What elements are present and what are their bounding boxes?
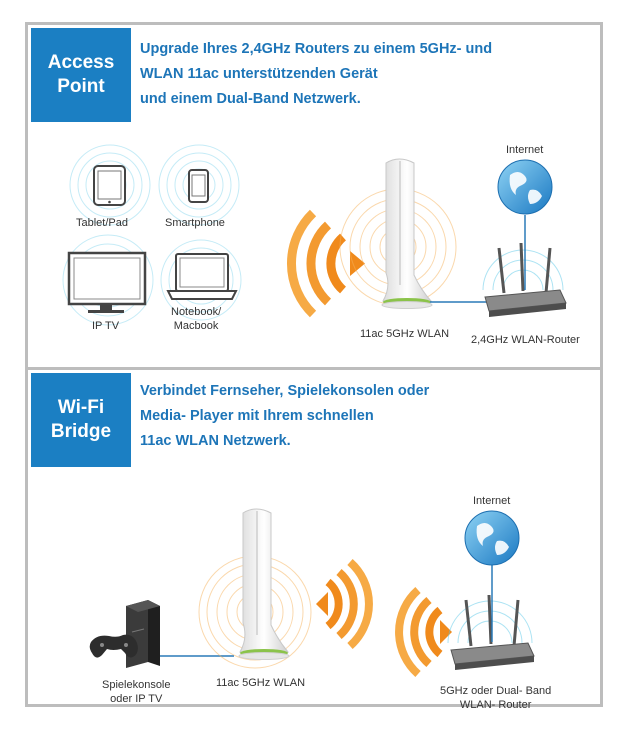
badge-line-2: Bridge <box>50 421 112 442</box>
headline-line-3: und einem Dual-Band Netzwerk. <box>140 91 361 107</box>
badge-line-1: Wi-Fi <box>57 397 105 418</box>
access-point-device-label: 11ac 5GHz WLAN <box>216 677 306 689</box>
smartphone-icon <box>189 170 208 202</box>
game-console-icon <box>126 600 160 668</box>
wifi-signal-arcs-right-icon <box>399 590 452 674</box>
iptv-icon <box>69 253 145 313</box>
internet-label: Internet <box>506 144 544 156</box>
notebook-label <box>171 305 221 333</box>
tablet-label: Tablet/Pad <box>76 217 128 229</box>
badge-line-1: Access <box>47 52 115 73</box>
console-label-line-2: oder IP TV <box>110 693 163 705</box>
router-label: 2,4GHz WLAN-Router <box>471 334 580 346</box>
tablet-icon <box>94 166 125 205</box>
headline-line-2: Media- Player mit Ihrem schnellen <box>140 408 374 424</box>
router-label <box>440 684 551 712</box>
router-label-line-2: WLAN- Router <box>459 699 532 711</box>
headline-line-2: WLAN 11ac unterstützenden Gerät <box>140 66 378 82</box>
console-label <box>102 678 171 706</box>
console-label-line-1: Spielekonsole <box>102 679 171 691</box>
headline-line-1: Upgrade Ihres 2,4GHz Routers zu einem 5GHz- und <box>140 41 493 57</box>
notebook-label-line-1: Notebook/ <box>171 306 222 318</box>
access-point-diagram <box>28 25 600 367</box>
access-point-panel <box>28 25 600 370</box>
access-point-device-icon <box>382 159 432 309</box>
router-label-line-1: 5GHz oder Dual- Band <box>440 685 552 697</box>
headline-line-3: 11ac WLAN Netzwerk. <box>140 433 291 449</box>
gamepad-icon <box>90 635 138 658</box>
internet-globe-icon <box>465 511 519 565</box>
headline-line-1: Verbindet Fernseher, Spielekonsolen oder <box>140 383 430 399</box>
wifi-bridge-panel <box>28 370 600 711</box>
access-point-device-label: 11ac 5GHz WLAN <box>360 328 450 340</box>
internet-globe-icon <box>498 160 552 214</box>
internet-label: Internet <box>473 495 511 507</box>
wifi-signal-arcs-left-icon <box>316 562 369 646</box>
infographic-frame <box>25 22 603 711</box>
wifi-bridge-diagram <box>28 370 600 704</box>
notebook-icon <box>168 254 236 299</box>
iptv-label: IP TV <box>92 320 120 332</box>
smartphone-label: Smartphone <box>165 217 225 229</box>
notebook-label-line-2: Macbook <box>173 320 219 332</box>
badge-line-2: Point <box>57 76 105 97</box>
